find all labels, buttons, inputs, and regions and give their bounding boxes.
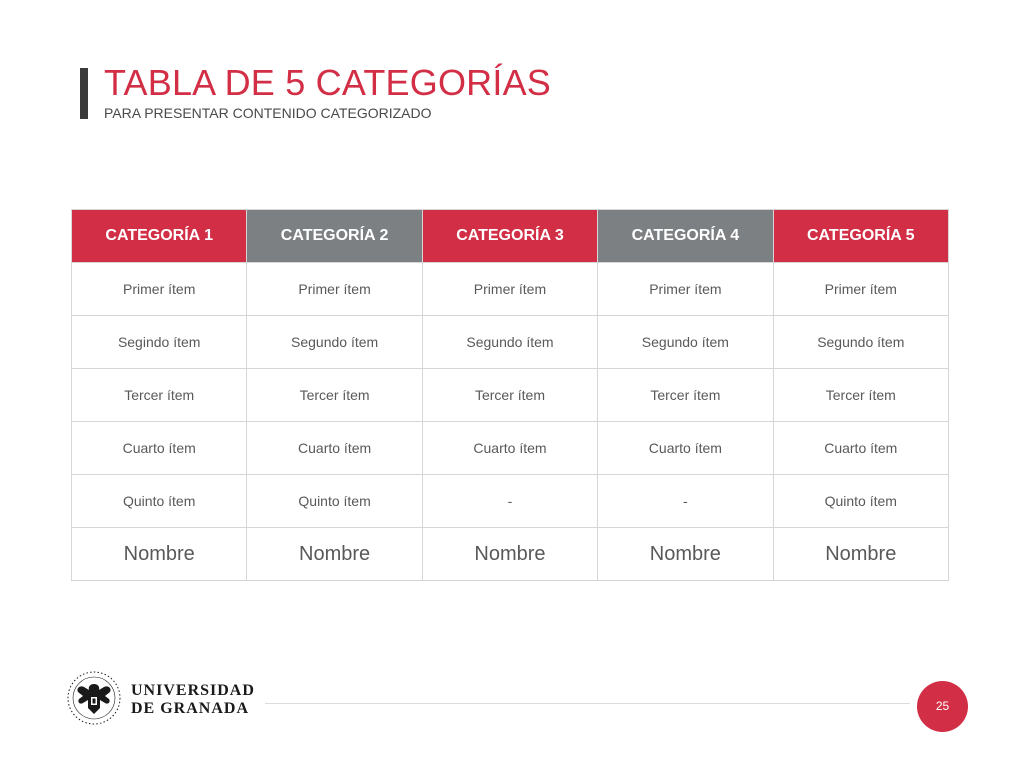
category-header-1: CATEGORÍA 1 — [72, 210, 247, 263]
table-cell: Primer ítem — [72, 263, 247, 316]
table-header-row — [72, 210, 949, 263]
name-cell: Nombre — [247, 528, 422, 581]
table-cell: Cuarto ítem — [773, 422, 948, 475]
table-cell: Cuarto ítem — [72, 422, 247, 475]
name-cell: Nombre — [72, 528, 247, 581]
table-cell: Cuarto ítem — [422, 422, 597, 475]
title-accent-bar — [80, 68, 88, 119]
name-cell: Nombre — [422, 528, 597, 581]
table-cell: Tercer ítem — [422, 369, 597, 422]
university-logo — [66, 670, 256, 726]
table-cell: Segundo ítem — [598, 316, 773, 369]
table-cell: Primer ítem — [598, 263, 773, 316]
footer-divider — [265, 703, 910, 704]
category-table — [71, 209, 949, 581]
table-row — [72, 475, 949, 528]
table-cell: Quinto ítem — [72, 475, 247, 528]
table-cell: Tercer ítem — [773, 369, 948, 422]
category-header-2: CATEGORÍA 2 — [247, 210, 422, 263]
table-cell: Cuarto ítem — [598, 422, 773, 475]
category-header-5: CATEGORÍA 5 — [773, 210, 948, 263]
table-cell: - — [598, 475, 773, 528]
table-row — [72, 369, 949, 422]
table-cell: Tercer ítem — [598, 369, 773, 422]
table-cell: Segundo ítem — [422, 316, 597, 369]
table-cell: Segindo ítem — [72, 316, 247, 369]
table-cell: Primer ítem — [247, 263, 422, 316]
table-cell: Primer ítem — [422, 263, 597, 316]
page-title: TABLA DE 5 CATEGORÍAS — [104, 62, 551, 103]
university-name — [131, 682, 255, 718]
name-row — [72, 528, 949, 581]
table-row — [72, 263, 949, 316]
name-cell: Nombre — [598, 528, 773, 581]
university-name-line1: UNIVERSIDAD — [131, 682, 255, 699]
table-cell: Tercer ítem — [247, 369, 422, 422]
name-cell: Nombre — [773, 528, 948, 581]
table-cell: Segundo ítem — [247, 316, 422, 369]
table-cell: Quinto ítem — [247, 475, 422, 528]
table-cell: Quinto ítem — [773, 475, 948, 528]
table-cell: Cuarto ítem — [247, 422, 422, 475]
university-seal-icon — [66, 670, 122, 726]
table-cell: Primer ítem — [773, 263, 948, 316]
page-subtitle: PARA PRESENTAR CONTENIDO CATEGORIZADO — [104, 105, 432, 121]
table-cell: Tercer ítem — [72, 369, 247, 422]
page-number-badge: 25 — [917, 681, 968, 732]
table-cell: - — [422, 475, 597, 528]
university-name-line2: DE GRANADA — [131, 700, 249, 717]
table-cell: Segundo ítem — [773, 316, 948, 369]
table-row — [72, 422, 949, 475]
category-header-3: CATEGORÍA 3 — [422, 210, 597, 263]
category-header-4: CATEGORÍA 4 — [598, 210, 773, 263]
table-row — [72, 316, 949, 369]
